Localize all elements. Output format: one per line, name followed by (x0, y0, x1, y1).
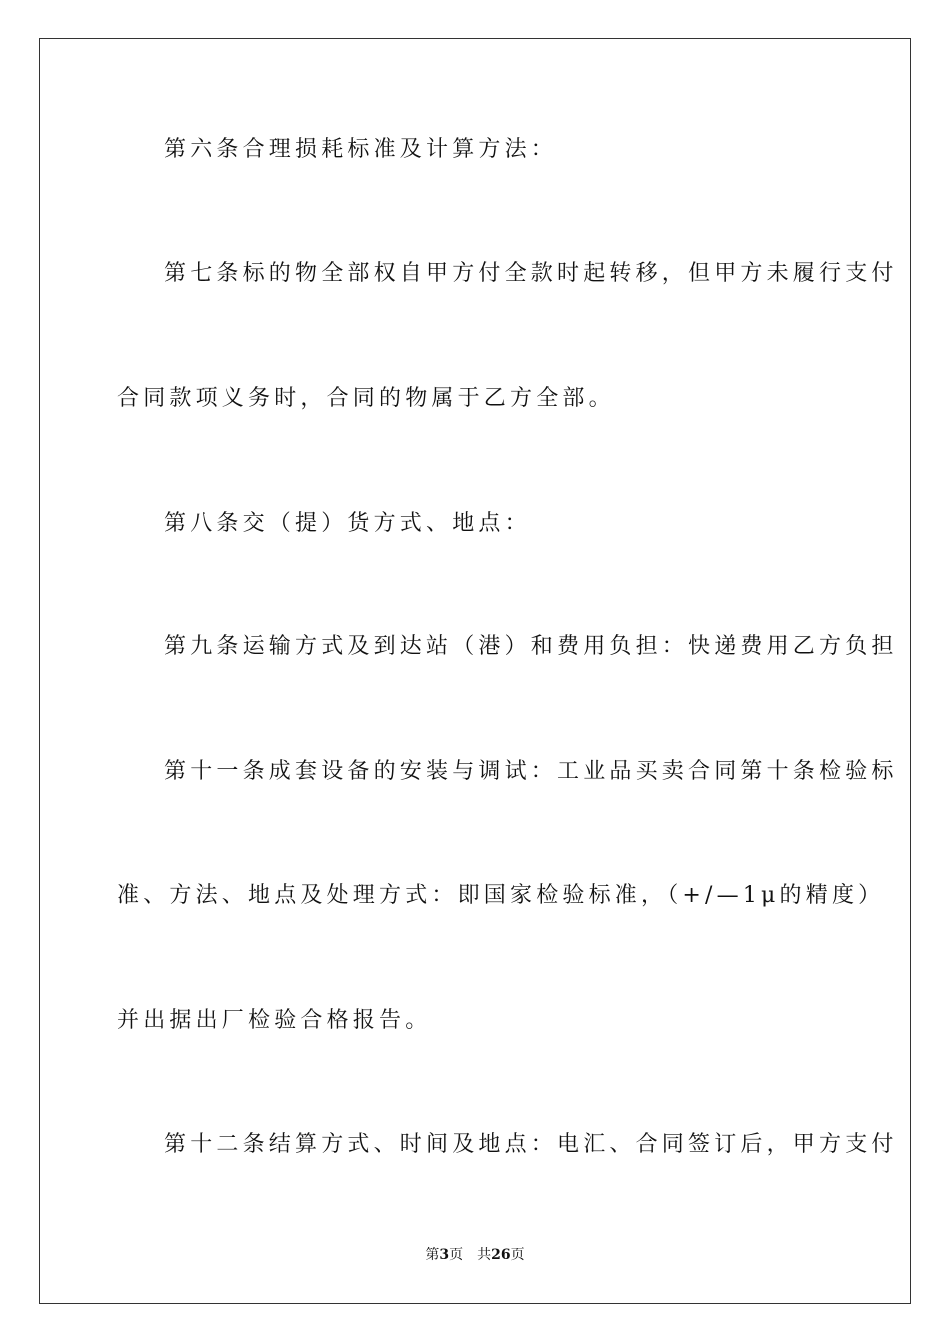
paragraph-line: 并出据出厂检验合格报告。 (117, 1008, 432, 1033)
total-pages: 26 (491, 1247, 511, 1263)
paragraph-line: 第八条交（提）货方式、地点： (164, 511, 531, 536)
page-number: 3 (439, 1247, 450, 1263)
page-suffix: 页 (449, 1247, 464, 1263)
paragraph-line: 第十一条成套设备的安装与调试：工业品买卖合同第十条检验标 (164, 759, 898, 784)
paragraph-line: 合同款项义务时，合同的物属于乙方全部。 (117, 386, 615, 411)
paragraph-line: 第六条合理损耗标准及计算方法： (164, 137, 558, 162)
paragraph-line: 第九条运输方式及到达站（港）和费用负担：快递费用乙方负担 (164, 634, 898, 659)
total-prefix: 共 (477, 1247, 492, 1263)
paragraph-line: 第七条标的物全部权自甲方付全款时起转移，但甲方未履行支付 (164, 261, 898, 286)
page-prefix: 第 (425, 1247, 440, 1263)
total-suffix: 页 (510, 1247, 525, 1263)
paragraph-line: 第十二条结算方式、时间及地点：电汇、合同签订后，甲方支付 (164, 1132, 898, 1157)
page-border (39, 38, 911, 1304)
paragraph-line: 准、方法、地点及处理方式：即国家检验标准，（+/—1μ的精度） (117, 883, 885, 908)
page-footer (0, 1246, 950, 1264)
